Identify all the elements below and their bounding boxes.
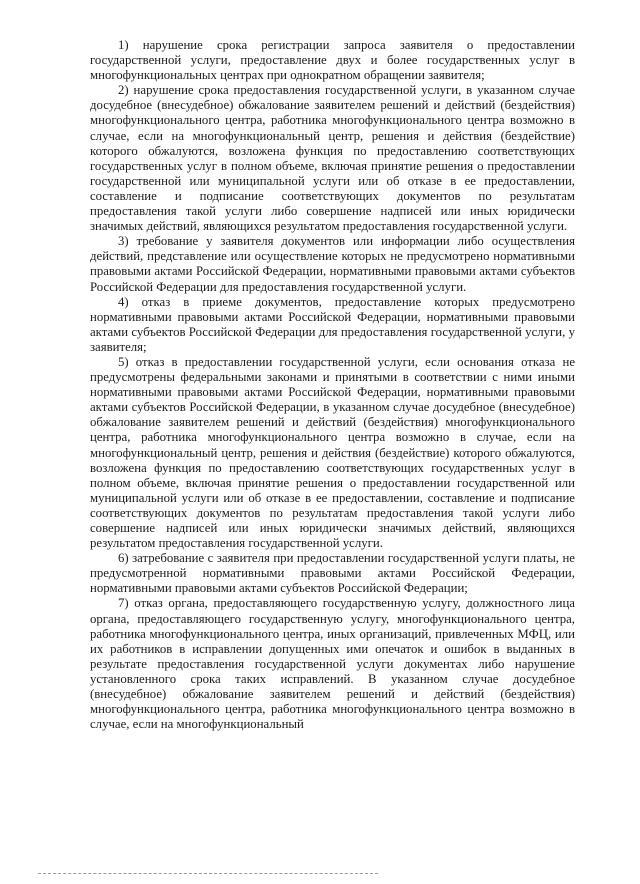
paragraph-6: 6) затребование с заявителя при предоставлении государственной услуги платы, не предусмотренной нормативными правовыми актами Российской Федерации, нормативными правовыми актами субъектов Российской Федерации; [90,551,575,596]
paragraph-1: 1) нарушение срока регистрации запроса заявителя о предоставлении государственной услуги, предоставление двух и более государственных услуг в многофункциональных центрах при однократном обращении заявителя; [90,38,575,83]
paragraph-4: 4) отказ в приеме документов, предоставление которых предусмотрено нормативными правовыми актами Российской Федерации, нормативными правовыми актами субъектов Российской Федерации для предоставления государственной услуги, у заявителя; [90,294,575,354]
page-bottom-rule [38,873,378,874]
paragraph-2: 2) нарушение срока предоставления государственной услуги, в указанном случае досудебное (внесудебное) обжалование заявителем решений и действий (бездействия) многофункционального центра, работника многофункционального центра возможно в случае, если на многофункциональный центр, решения и действия (бездействие) которого обжалуются, возложена функция по предоставлению соответствующих государственных услуг в полном объеме, включая принятие решения о предоставлении государственной или муниципальной услуги или об отказе в ее предоставлении, составление и подписание соответствующих документов по результатам предоставления такой услуги либо совершение надписей или иных юридически значимых действий, являющихся результатом предоставления государственной услуги. [90,83,575,234]
paragraph-5: 5) отказ в предоставлении государственной услуги, если основания отказа не предусмотрены федеральными законами и принятыми в соответствии с ними иными нормативными правовыми актами Российской Федерации, нормативными правовыми актами субъектов Российской Федерации, в указанном случае досудебное (внесудебное) обжалование заявителем решений и действий (бездействия) многофункционального центра, работника многофункционального центра возможно в случае, если на многофункциональный центр, решения и действия (бездействие) которого обжалуются, возложена функция по предоставлению соответствующих государственных услуг в полном объеме, включая принятие решения о предоставлении государственной или муниципальной услуги или об отказе в ее предоставлении, составление и подписание соответствующих документов по результатам предоставления такой услуги либо совершение надписей или иных юридически значимых действий, являющихся результатом предоставления государственной услуги. [90,354,575,551]
paragraph-7: 7) отказ органа, предоставляющего государственную услугу, должностного лица органа, предоставляющего государственную услугу, многофункционального центра, работника многофункционального центра, иных организаций, привлеченных МФЦ, или их работников в исправлении допущенных ими опечаток и ошибок в выданных в результате предоставления государственной услуги документах либо нарушение установленного срока таких исправлений. В указанном случае досудебное (внесудебное) обжалование заявителем решений и действий (бездействия) многофункционального центра, работника многофункционального центра возможно в случае, если на многофункциональный [90,596,575,732]
paragraph-3: 3) требование у заявителя документов или информации либо осуществления действий, представление или осуществление которых не предусмотрено нормативными правовыми актами Российской Федерации, нормативными правовыми актами субъектов Российской Федерации для предоставления государственной услуги. [90,234,575,294]
document-body [90,38,575,732]
